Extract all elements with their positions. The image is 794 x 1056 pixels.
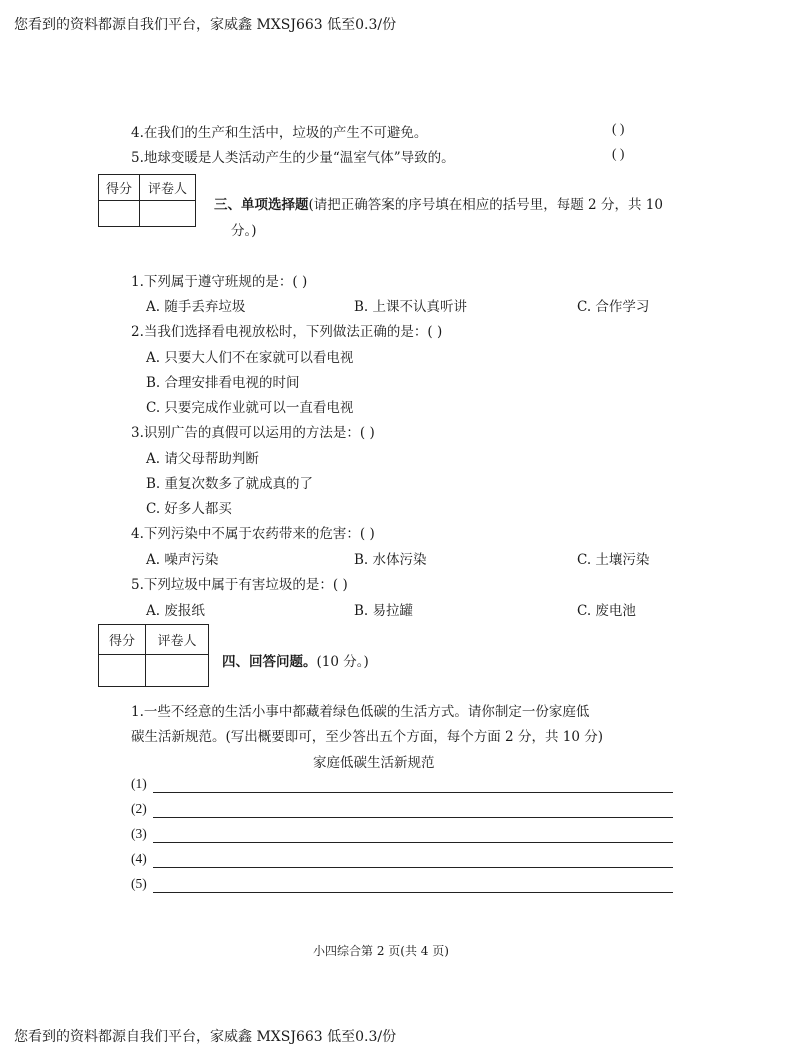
- answer-line-4[interactable]: [153, 867, 673, 868]
- question-3-option-a: A. 请父母帮助判断: [146, 451, 259, 467]
- section3-title: 三、单项选择题: [214, 197, 309, 213]
- answer-line-5[interactable]: [153, 892, 673, 893]
- answer-line-label-2: (2): [131, 801, 147, 816]
- question-3-option-c: C. 好多人都买: [146, 501, 232, 517]
- question-1-option-a: A. 随手丢弃垃圾: [146, 299, 246, 315]
- score-box-label-grader: 评卷人: [146, 625, 209, 655]
- question-5-option-c: C. 废电池: [577, 603, 636, 619]
- score-box-section4: [98, 624, 209, 687]
- score-box-cell-score: [99, 201, 140, 227]
- question-4-option-a: A. 噪声污染: [146, 552, 219, 568]
- score-box-cell-score: [99, 655, 146, 687]
- question-1-stem: 1.下列属于遵守班规的是：( ): [131, 274, 308, 290]
- answer-heading: 家庭低碳生活新规范: [313, 755, 435, 771]
- score-box-label-score: 得分: [99, 625, 146, 655]
- section4-title: 四、回答问题。: [222, 654, 317, 670]
- question-5-option-a: A. 废报纸: [146, 603, 205, 619]
- score-box-cell-grader: [140, 201, 196, 227]
- question-4-option-c: C. 土壤污染: [577, 552, 650, 568]
- judgement-answer-paren-4: ( ): [612, 121, 625, 136]
- score-box-cell-grader: [146, 655, 209, 687]
- score-box-label-score: 得分: [99, 175, 140, 201]
- question-5-option-b: B. 易拉罐: [354, 603, 414, 619]
- section3-instructions-line1: (请把正确答案的序号填在相应的括号里，每题 2 分，共 10: [308, 197, 663, 213]
- top-banner: 您看到的资料都源自我们平台，家威鑫 MXSJ663 低至0.3/份: [14, 17, 397, 33]
- answer-line-label-5: (5): [131, 876, 147, 891]
- judgement-answer-paren-5: ( ): [612, 146, 625, 161]
- section3-instructions-line2: 分。): [231, 223, 257, 239]
- answer-line-label-4: (4): [131, 851, 147, 866]
- section4-score: (10 分。): [316, 654, 369, 670]
- score-box-label-grader: 评卷人: [140, 175, 196, 201]
- question-3-stem: 3.识别广告的真假可以运用的方法是：( ): [131, 425, 375, 441]
- question-4-option-b: B. 水体污染: [354, 552, 427, 568]
- question-3-option-b: B. 重复次数多了就成真的了: [146, 476, 314, 492]
- answer-line-2[interactable]: [153, 817, 673, 818]
- answer-line-label-3: (3): [131, 826, 147, 841]
- section4-heading: [222, 650, 369, 670]
- section3-heading: [214, 193, 663, 213]
- section4-question-line2: 碳生活新规范。(写出概要即可，至少答出五个方面，每个方面 2 分，共 10 分): [131, 729, 603, 745]
- page-footer: 小四综合第 2 页(共 4 页): [313, 944, 449, 958]
- answer-line-3[interactable]: [153, 842, 673, 843]
- question-1-option-b: B. 上课不认真听讲: [354, 299, 468, 315]
- bottom-banner: 您看到的资料都源自我们平台，家威鑫 MXSJ663 低至0.3/份: [14, 1029, 397, 1045]
- question-4-stem: 4.下列污染中不属于农药带来的危害：( ): [131, 526, 375, 542]
- section4-question-line1: 1.一些不经意的生活小事中都藏着绿色低碳的生活方式。请你制定一份家庭低: [131, 704, 590, 720]
- judgement-item-4: 4.在我们的生产和生活中，垃圾的产生不可避免。: [131, 125, 428, 141]
- score-box-section3: [98, 174, 196, 227]
- question-2-option-c: C. 只要完成作业就可以一直看电视: [146, 400, 354, 416]
- question-1-option-c: C. 合作学习: [577, 299, 650, 315]
- question-2-option-a: A. 只要大人们不在家就可以看电视: [146, 350, 354, 366]
- question-2-option-b: B. 合理安排看电视的时间: [146, 375, 300, 391]
- question-2-stem: 2.当我们选择看电视放松时，下列做法正确的是：( ): [131, 324, 443, 340]
- question-5-stem: 5.下列垃圾中属于有害垃圾的是：( ): [131, 577, 348, 593]
- judgement-item-5: 5.地球变暖是人类活动产生的少量“温室气体”导致的。: [131, 150, 455, 166]
- answer-line-label-1: (1): [131, 776, 147, 791]
- answer-line-1[interactable]: [153, 792, 673, 793]
